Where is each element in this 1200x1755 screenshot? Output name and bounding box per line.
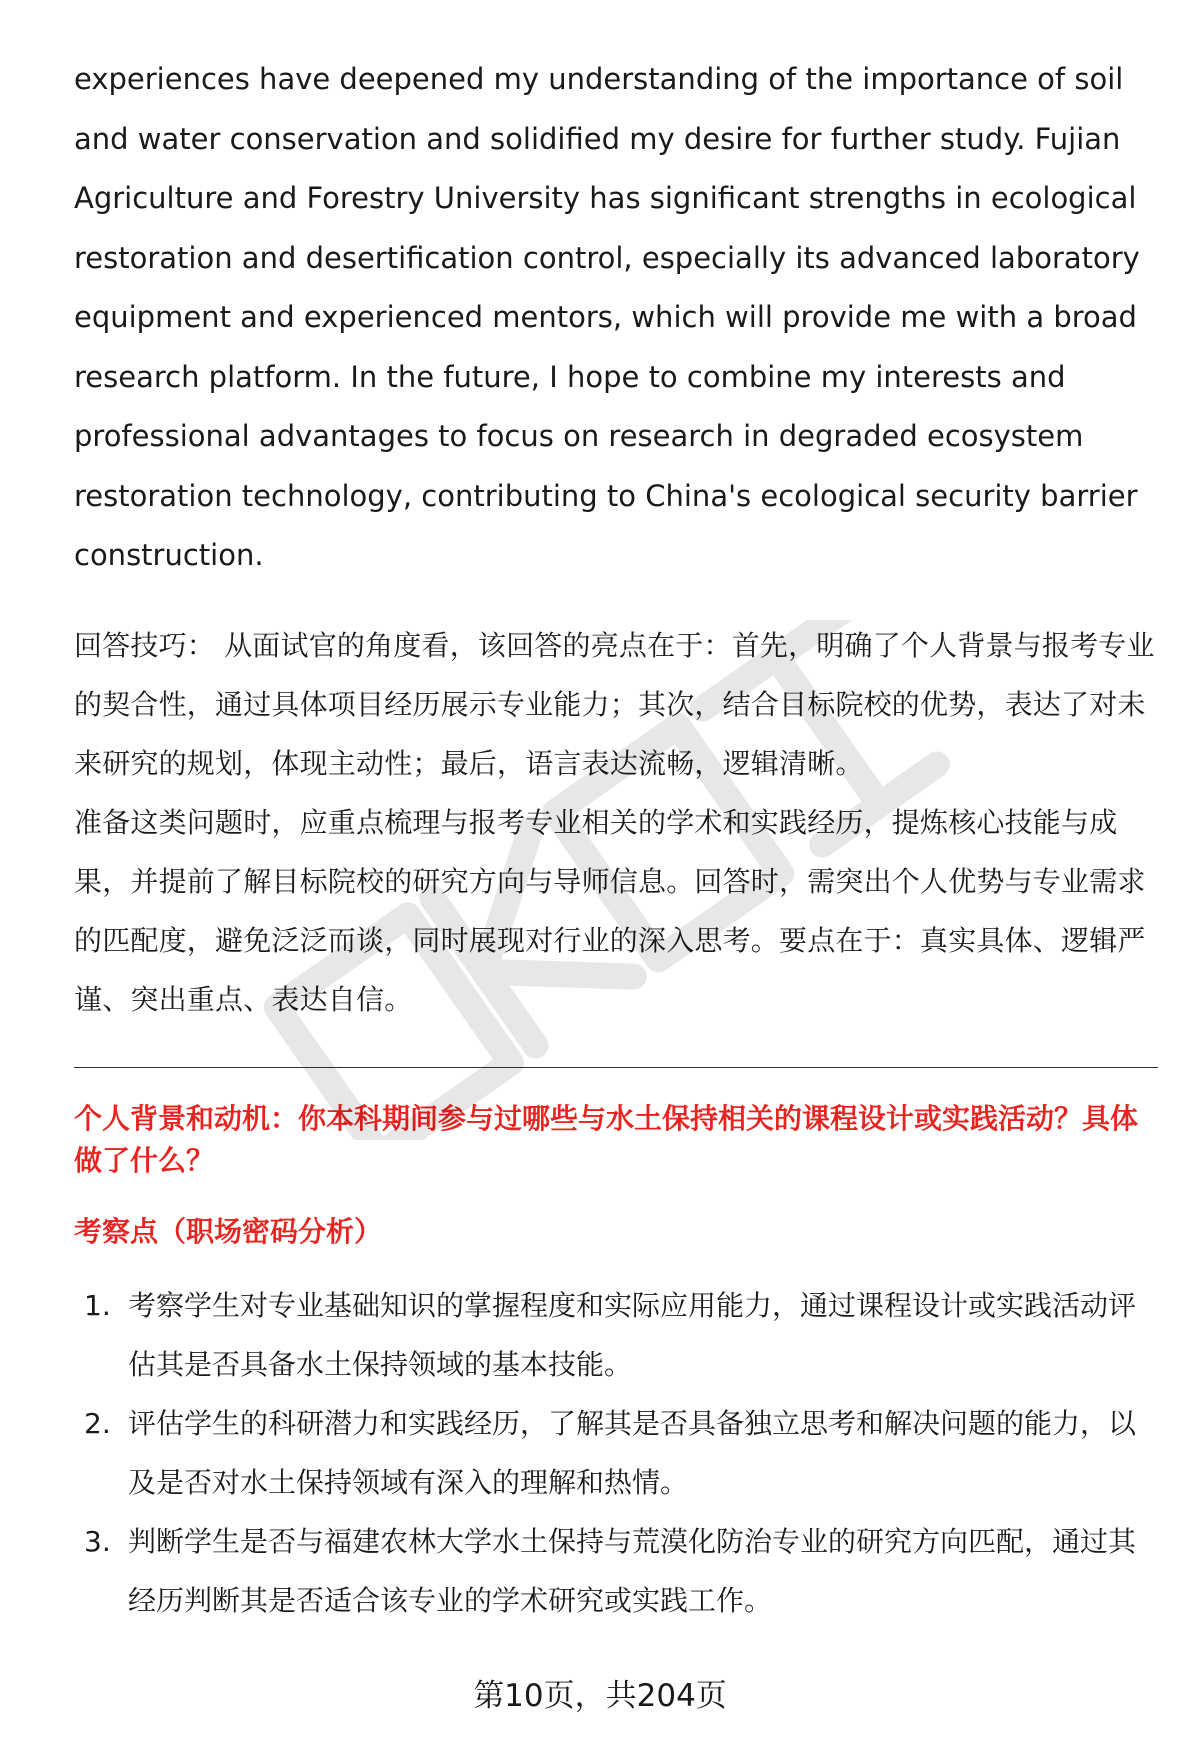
list-item-text: 判断学生是否与福建农林大学水土保持与荒漠化防治专业的研究方向匹配，通过其经历判断其是否适合该专业的学术研究或实践工作。 [128,1524,1137,1617]
list-item-number: 3. [84,1524,111,1558]
list-item-number: 2. [84,1406,111,1440]
list-item [74,1512,1160,1630]
list-item [74,1394,1160,1512]
question-heading: 个人背景和动机：你本科期间参与过哪些与水土保持相关的课程设计或实践活动？具体做了什么？ [74,1101,1139,1177]
assessment-points-list [74,1276,1160,1630]
preparation-tips-paragraph: 准备这类问题时，应重点梳理与报考专业相关的学术和实践经历，提炼核心技能与成果，并提前了解目标院校的研究方向与导师信息。回答时，需突出个人优势与专业需求的匹配度，避免泛泛而谈，同时展现对行业的深入思考。要点在于：真实具体、逻辑严谨、突出重点、表达自信。 [74,805,1146,1016]
assessment-subheading: 考察点（职场密码分析） [74,1214,383,1248]
tips-section [74,616,1160,1029]
section-divider [74,1067,1158,1068]
list-item-text: 考察学生对专业基础知识的掌握程度和实际应用能力，通过课程设计或实践活动评估其是否具备水土保持领域的基本技能。 [128,1288,1137,1381]
intro-paragraph: experiences have deepened my understanding of the importance of soil and water conservation and solidified my desire for further study. Fujian Agriculture and Forestry University has significant strengths in ecological restoration and desertification control, especially its advanced laboratory equipment and experienced mentors, which will provide me with a broad research platform. In the future, I hope to combine my interests and professional advantages to focus on research in degraded ecosystem restoration technology, contributing to China's ecological security barrier construction. [74,62,1140,572]
answer-tips-paragraph: 回答技巧： 从面试官的角度看，该回答的亮点在于：首先，明确了个人背景与报考专业的契合性，通过具体项目经历展示专业能力；其次，结合目标院校的优势，表达了对未来研究的规划，体现主动性；最后，语言表达流畅，逻辑清晰。 [74,628,1155,780]
list-item-text: 评估学生的科研潜力和实践经历，了解其是否具备独立思考和解决问题的能力，以及是否对水土保持领域有深入的理解和热情。 [128,1406,1137,1499]
list-item-number: 1. [84,1288,111,1322]
document-page [74,50,1160,1630]
list-item [74,1276,1160,1394]
page-footer: 第10页，共204页 [473,1678,727,1714]
